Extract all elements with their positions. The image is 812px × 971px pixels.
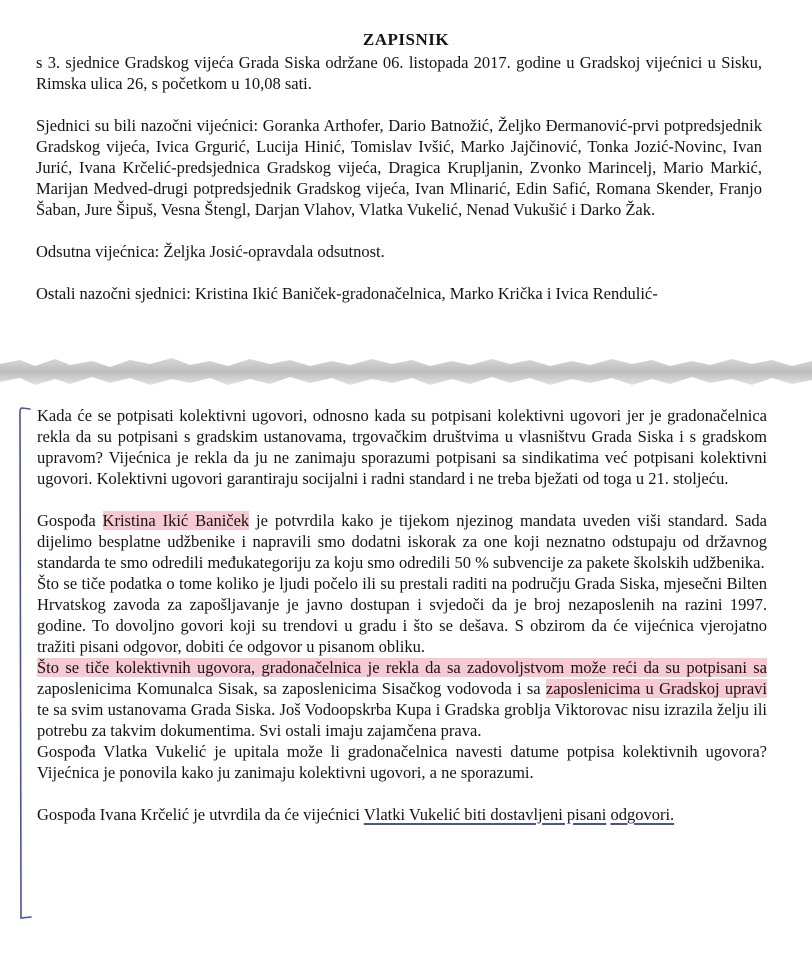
employment-paragraph: Što se tiče podatka o tome koliko je ljudi počelo ili su prestali raditi na području Grada Siska, mjesečni Bilten Hrvatskog zavoda za zapošljavanje je javno dostupan i svjedoči da je broj nezaposlenih na razini 1997. godine. To dovoljno govori koji su trendovi u gradu i što se dešava. S obzirom da će vijećnica vjerojatno tražiti pisani odgovor, dobiti će odgovor u pisanom obliku. [37,574,767,656]
session-intro: s 3. sjednice Gradskog vijeća Grada Siska održane 06. listopada 2017. godine u Gradskoj vijećnici u Sisku, Rimska ulica 26, s početkom u 10,08 sati. [36,53,762,93]
highlighted-name: Kristina Ikić Baniček [102,511,250,530]
conclusion-paragraph [37,804,767,825]
highlighted-phrase: zaposlenicima u Gradskoj upravi [545,679,767,698]
mayor-response-paragraph [37,510,767,573]
agreements-text: zaposlenicima Komunalca Sisak, sa zaposlenicima Sisačkog vodovoda i sa [37,679,546,698]
document-title: ZAPISNIK [362,30,450,49]
collective-agreements-paragraph [37,657,767,741]
others-present-paragraph: Ostali nazočni sjednici: Kristina Ikić Baniček-gradonačelnica, Marko Krička i Ivica Rendulić- [36,284,658,303]
minutes-excerpt [37,405,767,825]
conclusion-text: Gospođa Ivana Krčelić je utvrdila da će vijećnici [37,805,364,824]
prefix-text: Gospođa [37,511,103,530]
header-section [36,52,762,304]
agreements-rest-text: te sa svim ustanovama Grada Siska. Još Vodoopskrba Kupa i Gradska groblja Viktorovac nisu izrazila želju ili potrebu za takvim dokumentima. Svi ostali imaju zajamčena prava. [37,700,767,740]
question-paragraph: Kada će se potpisati kolektivni ugovori, odnosno kada su potpisani kolektivni ugovori jer je gradonačelnica rekla da su potpisani s gradskim ustanovama, trgovačkim društvima u vlasništvu Grada Siska i s gradskom upravom? Vijećnica je rekla da ju ne zanimaju sporazumi potpisani sa sindikatima već potpisani kolektivni ugovori. Kolektivni ugovori garantiraju socijalni i radni standard i ne treba bježati od toga u 21. stoljeću. [37,406,767,488]
attendees-paragraph: Sjednici su bili nazočni vijećnici: Goranka Arthofer, Dario Batnožić, Željko Đermanović-prvi potpredsjednik Gradskog vijeća, Ivica Grgurić, Lucija Hinić, Tomislav Ivšić, Marko Jajčinović, Tonka Jozić-Novinc, Ivan Jurić, Ivana Krčelić-predsjednica Gradskog vijeća, Dragica Krupljanin, Zvonko Marincelj, Mario Markić, Marijan Medved-drugi potpredsjednik Gradskog vijeća, Ivan Mlinarić, Edin Safić, Romana Skender, Franjo Šaban, Jure Šipuš, Vesna Štengl, Darjan Vlahov, Vlatka Vukelić, Nenad Vukušić i Darko Žak. [36,116,762,219]
highlighted-statement: Što se tiče kolektivnih ugovora, gradonačelnica je rekla da sa zadovoljstvom može reći da su potpisani sa [37,658,767,677]
torn-page-separator [0,350,812,392]
vukelic-question-paragraph: Gospođa Vlatka Vukelić je upitala može li gradonačelnica navesti datume potpisa kolektivnih ugovora? Vijećnica je ponovila kako ju zanimaju kolektivni ugovori, a ne sporazumi. [37,742,767,782]
underlined-word: odgovori. [610,805,675,824]
underlined-phrase: Vlatki Vukelić biti dostavljeni pisani [363,805,607,824]
annotation-bracket [18,406,32,921]
response-text: je potvrdila kako je tijekom njezinog mandata uveden viši standard. Sada dijelimo besplatne udžbenike i napravili smo dodatni iskorak za one koji neznatno odstupaju od državnog standarda te smo odredili međukategoriju za koju smo odredili 50 % subvencije za pakete školskih udžbenika. [37,511,767,572]
absent-paragraph: Odsutna vijećnica: Željka Josić-opravdala odsutnost. [36,242,385,261]
